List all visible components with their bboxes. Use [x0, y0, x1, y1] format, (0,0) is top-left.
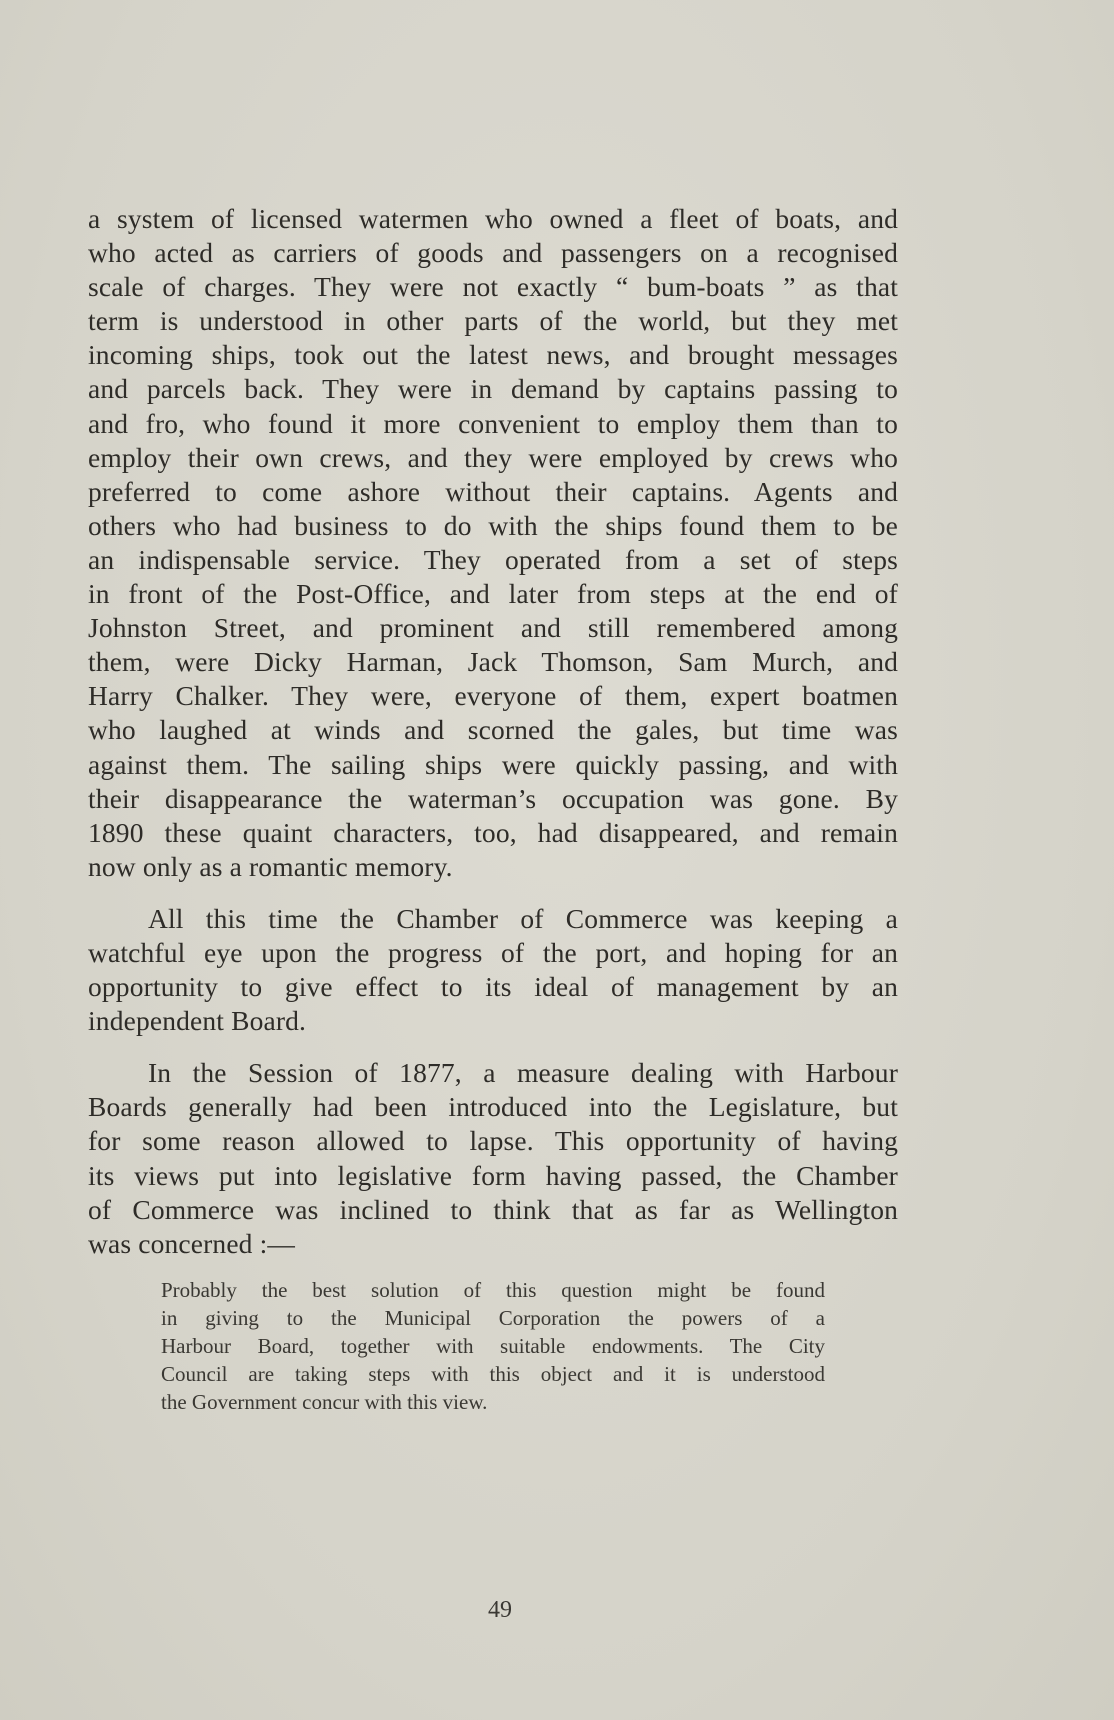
paragraph-session-1877: [88, 1056, 898, 1261]
text-line: Harry Chalker. They were, everyone of them, expert boatmen: [88, 680, 898, 712]
text-line: was concerned :—: [88, 1227, 296, 1259]
text-line: preferred to come ashore without their captains. Agents and: [88, 475, 898, 507]
text-line: a system of licensed watermen who owned a fleet of boats, and: [88, 203, 898, 234]
text-line: against them. The sailing ships were quickly passing, and with: [88, 748, 898, 780]
text-line: 1890 these quaint characters, too, had disappeared, and remain: [88, 816, 898, 848]
text-line: for some reason allowed to lapse. This opportunity of having: [88, 1125, 898, 1157]
text-line: and fro, who found it more convenient to employ them than to: [88, 407, 898, 439]
text-line: In the Session of 1877, a measure dealing with Harbour: [148, 1057, 898, 1089]
text-line: employ their own crews, and they were employed by crews who: [88, 441, 898, 473]
block-quote: [161, 1276, 825, 1416]
quote-line: Probably the best solution of this question might be found: [161, 1278, 825, 1302]
quote-line: Harbour Board, together with suitable endowments. The City: [161, 1334, 825, 1358]
text-line: an indispensable service. They operated from a set of steps: [88, 543, 898, 575]
text-line: others who had business to do with the ships found them to be: [88, 509, 898, 541]
quote-line: in giving to the Municipal Corporation the powers of a: [161, 1306, 825, 1330]
text-line: and parcels back. They were in demand by captains passing to: [88, 373, 898, 405]
text-line: its views put into legislative form having passed, the Chamber: [88, 1159, 898, 1191]
text-line: of Commerce was inclined to think that as far as Wellington: [88, 1193, 898, 1225]
text-line: who laughed at winds and scorned the gales, but time was: [88, 714, 898, 746]
text-line: them, were Dicky Harman, Jack Thomson, Sam Murch, and: [88, 646, 898, 678]
text-line: opportunity to give effect to its ideal of management by an: [88, 971, 898, 1003]
text-line: in front of the Post-Office, and later from steps at the end of: [88, 578, 898, 610]
text-line: term is understood in other parts of the world, but they met: [88, 305, 898, 337]
paragraph-chamber-of-commerce: [88, 902, 898, 1038]
page-number: 49: [488, 1597, 512, 1623]
page-body: [88, 202, 898, 1261]
text-line: Boards generally had been introduced into the Legislature, but: [88, 1091, 898, 1123]
text-line: All this time the Chamber of Commerce was keeping a: [148, 902, 898, 934]
text-line: their disappearance the waterman’s occupation was gone. By: [88, 782, 898, 814]
text-line: scale of charges. They were not exactly “ bum-boats ” as that: [88, 271, 898, 303]
text-line: incoming ships, took out the latest news, and brought messages: [88, 339, 898, 371]
text-line: who acted as carriers of goods and passengers on a recognised: [88, 237, 898, 269]
text-line: now only as a romantic memory.: [88, 850, 453, 882]
quote-line: the Government concur with this view.: [161, 1390, 488, 1414]
text-line: Johnston Street, and prominent and still remembered among: [88, 612, 898, 644]
text-line: independent Board.: [88, 1005, 307, 1037]
text-line: watchful eye upon the progress of the port, and hoping for an: [88, 936, 898, 968]
quote-line: Council are taking steps with this object and it is understood: [161, 1362, 825, 1386]
paragraph-watermen: [88, 202, 898, 884]
